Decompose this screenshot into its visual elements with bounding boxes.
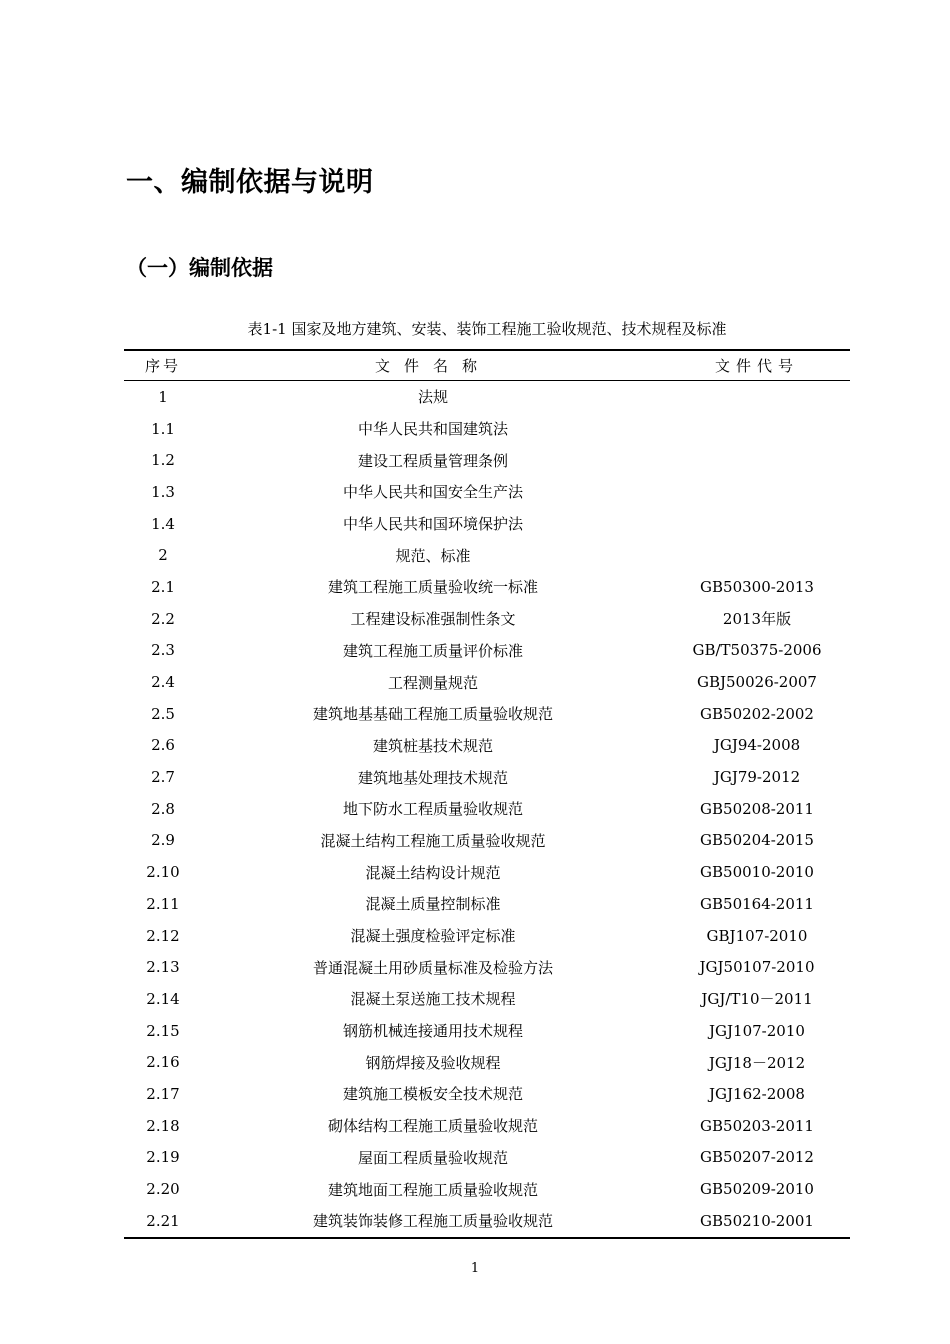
row-name: 混凝土结构设计规范 — [365, 863, 501, 882]
row-code: 2013年版 — [722, 610, 792, 629]
row-code: GB50204-2015 — [700, 831, 814, 850]
row-code: JGJ18－2012 — [708, 1053, 806, 1072]
table-row — [124, 571, 850, 603]
row-no: 2.18 — [146, 1116, 180, 1135]
row-no: 2.11 — [146, 894, 180, 913]
row-no: 2.19 — [146, 1148, 180, 1167]
row-no: 2.17 — [146, 1084, 180, 1103]
row-no: 2.2 — [151, 609, 175, 628]
row-no: 2.1 — [151, 577, 175, 596]
row-code: JGJ79-2012 — [713, 768, 801, 787]
row-code: JGJ94-2008 — [713, 736, 801, 755]
table-row — [124, 1110, 850, 1142]
chapter-heading: 一、编制依据与说明 — [126, 167, 374, 198]
row-no: 2.13 — [146, 958, 180, 977]
row-name: 中华人民共和国建筑法 — [357, 420, 508, 439]
row-no: 2.16 — [146, 1053, 180, 1072]
row-code: JGJ162-2008 — [709, 1084, 805, 1103]
row-no: 2.14 — [146, 989, 180, 1008]
row-no: 2.20 — [146, 1180, 180, 1199]
table-row — [124, 1078, 850, 1110]
row-name: 普通混凝土用砂质量标准及检验方法 — [312, 958, 553, 977]
row-no: 2.12 — [146, 926, 180, 945]
table-row — [124, 888, 850, 920]
row-name: 建筑装饰装修工程施工质量验收规范 — [312, 1212, 553, 1231]
row-name: 砌体结构工程施工质量验收规范 — [327, 1117, 538, 1136]
table-row — [124, 698, 850, 730]
standards-table — [124, 349, 850, 1239]
row-no: 1.3 — [151, 482, 175, 501]
table-row — [124, 761, 850, 793]
row-code: GB50209-2010 — [700, 1180, 814, 1199]
row-code: GB50207-2012 — [700, 1148, 814, 1167]
row-no: 2.5 — [151, 704, 175, 723]
row-name: 中华人民共和国环境保护法 — [342, 515, 523, 534]
row-code: GB50203-2011 — [700, 1116, 814, 1135]
row-no: 2.10 — [146, 863, 180, 882]
table-row — [124, 856, 850, 888]
page-number: 1 — [470, 1261, 480, 1276]
row-name: 混凝土结构工程施工质量验收规范 — [320, 831, 546, 850]
row-name: 混凝土泵送施工技术规程 — [350, 990, 516, 1009]
table-row — [124, 793, 850, 825]
row-code: JGJ107-2010 — [709, 1021, 805, 1040]
row-no: 2.21 — [146, 1211, 180, 1230]
table-row — [124, 1205, 850, 1237]
row-code: GB50210-2001 — [700, 1211, 814, 1230]
table-row — [124, 539, 850, 571]
row-name: 建筑地基基础工程施工质量验收规范 — [312, 705, 553, 724]
table-bottom-rule — [124, 1237, 850, 1239]
row-name: 地下防水工程质量验收规范 — [342, 800, 523, 819]
row-code: GB50010-2010 — [700, 863, 814, 882]
table-row — [124, 730, 850, 762]
table-header-row — [124, 351, 850, 380]
row-no: 2.4 — [151, 673, 175, 692]
table-row — [124, 381, 850, 413]
row-no: 2.8 — [151, 799, 175, 818]
row-name: 建设工程质量管理条例 — [357, 451, 508, 470]
row-name: 建筑桩基技术规范 — [372, 736, 493, 755]
row-no: 2.3 — [151, 641, 175, 660]
row-no: 2.6 — [151, 736, 175, 755]
table-row — [124, 983, 850, 1015]
row-name: 混凝土强度检验评定标准 — [350, 927, 516, 946]
table-row — [124, 476, 850, 508]
table-row — [124, 666, 850, 698]
table-row — [124, 1046, 850, 1078]
row-name: 建筑地面工程施工质量验收规范 — [327, 1180, 538, 1199]
table-row — [124, 1015, 850, 1047]
table-row — [124, 603, 850, 635]
row-code: GB50202-2002 — [700, 704, 814, 723]
table-row — [124, 413, 850, 445]
row-name: 规范、标准 — [395, 546, 471, 565]
header-code: 文件代号 — [714, 357, 799, 375]
row-code: JGJ/T10－2011 — [701, 990, 813, 1009]
row-code: GB50300-2013 — [700, 577, 814, 596]
row-no: 1.2 — [151, 451, 175, 470]
table-row — [124, 951, 850, 983]
row-code: GB/T50375-2006 — [692, 641, 822, 660]
row-name: 钢筋焊接及验收规程 — [365, 1053, 501, 1072]
row-code: GBJ107-2010 — [706, 926, 808, 945]
row-name: 工程测量规范 — [387, 673, 478, 692]
table-row — [124, 825, 850, 857]
row-name: 工程建设标准强制性条文 — [350, 610, 516, 629]
row-no: 2.9 — [151, 831, 175, 850]
table-caption: 表1-1 国家及地方建筑、安装、装饰工程施工验收规范、技术规程及标准 — [247, 320, 727, 338]
row-name: 建筑工程施工质量验收统一标准 — [327, 578, 538, 597]
row-code: JGJ50107-2010 — [699, 958, 815, 977]
row-no: 2.15 — [146, 1021, 180, 1040]
table-row — [124, 508, 850, 540]
row-code: GBJ50026-2007 — [697, 673, 817, 692]
row-name: 建筑地基处理技术规范 — [357, 768, 508, 787]
row-name: 建筑工程施工质量评价标准 — [342, 641, 523, 660]
table-row — [124, 1142, 850, 1174]
row-name: 中华人民共和国安全生产法 — [342, 483, 523, 502]
table-row — [124, 635, 850, 667]
row-code: GB50164-2011 — [700, 894, 814, 913]
table-row — [124, 444, 850, 476]
row-no: 1 — [158, 387, 168, 406]
table-body — [124, 381, 850, 1237]
row-name: 钢筋机械连接通用技术规程 — [342, 1022, 523, 1041]
row-no: 1.4 — [151, 514, 175, 533]
row-name: 建筑施工模板安全技术规范 — [342, 1085, 523, 1104]
row-no: 1.1 — [151, 419, 175, 438]
table-row — [124, 920, 850, 952]
row-code: GB50208-2011 — [700, 799, 814, 818]
row-no: 2.7 — [151, 768, 175, 787]
header-no: 序号 — [144, 357, 181, 375]
row-name: 屋面工程质量验收规范 — [357, 1148, 508, 1167]
section-heading: （一）编制依据 — [126, 256, 273, 280]
table-row — [124, 1173, 850, 1205]
row-no: 2 — [158, 546, 168, 565]
row-name: 法规 — [417, 388, 448, 407]
header-name: 文件名称 — [374, 357, 491, 375]
row-name: 混凝土质量控制标准 — [365, 895, 501, 914]
